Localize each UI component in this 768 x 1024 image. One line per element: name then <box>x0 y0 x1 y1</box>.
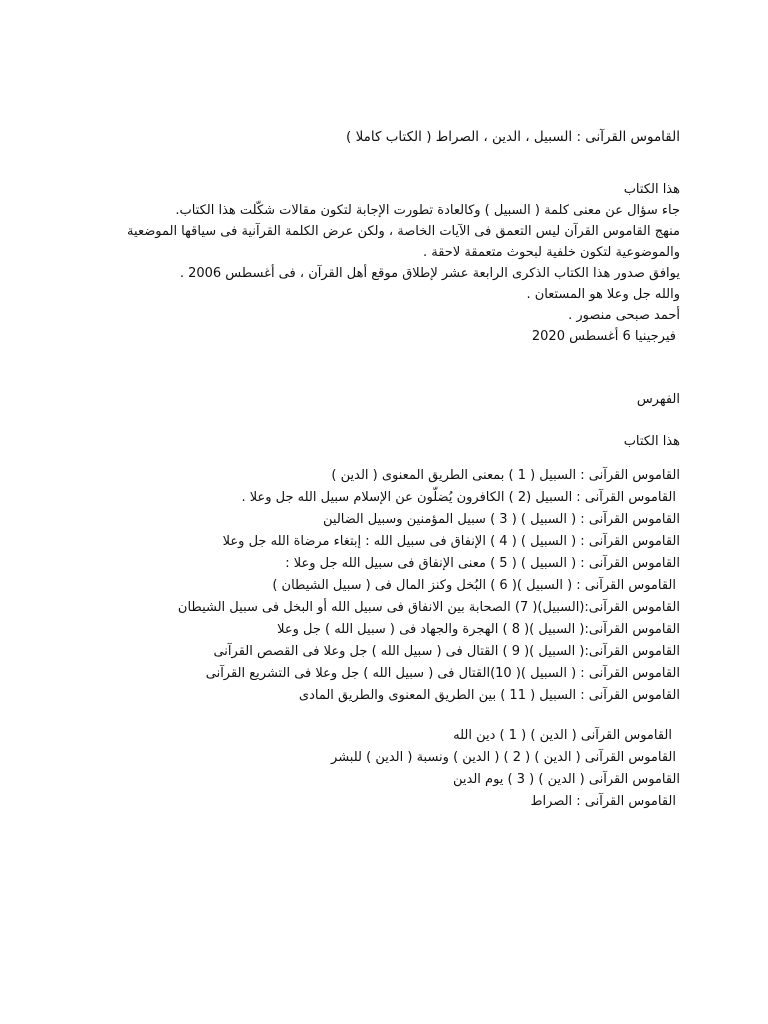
index-item: القاموس القرآنى : ( السبيل ) ( 4 ) الإنفاق فى سبيل الله : إبتغاء مرضاة الله جل وعلا <box>222 534 680 549</box>
index-item: القاموس القرآنى : السبيل ( 1 ) بمعنى الطريق المعنوى ( الدين ) <box>331 468 680 483</box>
intro-line: منهج القاموس القرآن ليس التعمق فى الآيات الخاصة ، ولكن عرض الكلمة القرآنية فى سياقها الموضعية <box>127 224 680 239</box>
document-title: القاموس القرآنى : السبيل ، الدين ، الصراط ( الكتاب كاملا ) <box>346 129 680 145</box>
intro-heading: هذا الكتاب <box>623 182 680 197</box>
index-item: القاموس القرآنى : السبيل ( 11 ) بين الطريق المعنوى والطريق المادى <box>298 688 680 703</box>
index-item: القاموس القرآنى : ( السبيل ) ( 3 ) سبيل المؤمنين وسبيل الضالين <box>323 512 680 527</box>
index-item: القاموس القرآنى : ( السبيل )( 6 ) البُخل وكنز المال فى ( سبيل الشيطان ) <box>272 578 676 593</box>
index-heading: الفهرس <box>636 392 680 407</box>
author-name: أحمد صبحى منصور . <box>568 308 680 323</box>
intro-line: جاء سؤال عن معنى كلمة ( السبيل ) وكالعادة تطورت الإجابة لتكون مقالات شكّلت هذا الكتاب. <box>175 203 680 218</box>
index-item: القاموس القرآنى : ( السبيل ) ( 5 ) معنى الإنفاق فى سبيل الله جل وعلا : <box>285 556 680 571</box>
index-item: القاموس القرآنى : ( السبيل )( 10)القتال فى ( سبيل الله ) جل وعلا فى التشريع القرآنى <box>205 666 680 681</box>
index-item: القاموس القرآنى:( السبيل )( 8 ) الهجرة والجهاد فى ( سبيل الله ) جل وعلا <box>277 622 680 637</box>
index-item: القاموس القرآنى : الصراط <box>530 794 676 809</box>
index-item: القاموس القرآنى ( الدين ) ( 2 ) ( الدين ) ونسبة ( الدين ) للبشر <box>331 750 676 765</box>
index-item: القاموس القرآنى ( الدين ) ( 1 ) دين الله <box>453 728 672 743</box>
intro-line: والموضوعية لتكون خلفية لبحوث متعمقة لاحقة . <box>423 245 680 260</box>
index-item: القاموس القرآنى : السبيل (2 ) الكافرون يُضلّون عن الإسلام سبيل الله جل وعلا . <box>241 490 676 505</box>
intro-line: يوافق صدور هذا الكتاب الذكرى الرابعة عشر لإطلاق موقع أهل القرآن ، فى أغسطس 2006 . <box>179 266 680 281</box>
date-line: فيرجينيا 6 أغسطس 2020 <box>531 329 676 344</box>
index-item: القاموس القرآنى:( السبيل )( 9 ) القتال فى ( سبيل الله ) جل وعلا فى القصص القرآنى <box>213 644 680 659</box>
index-item: القاموس القرآنى ( الدين ) ( 3 ) يوم الدين <box>452 772 680 787</box>
index-item: القاموس القرآنى:(السبيل)( 7) الصحابة بين الانفاق فى سبيل الله أو البخل فى سبيل الشيطان <box>177 600 680 615</box>
intro-line: والله جل وعلا هو المستعان . <box>526 287 680 302</box>
index-book-heading: هذا الكتاب <box>623 434 680 449</box>
